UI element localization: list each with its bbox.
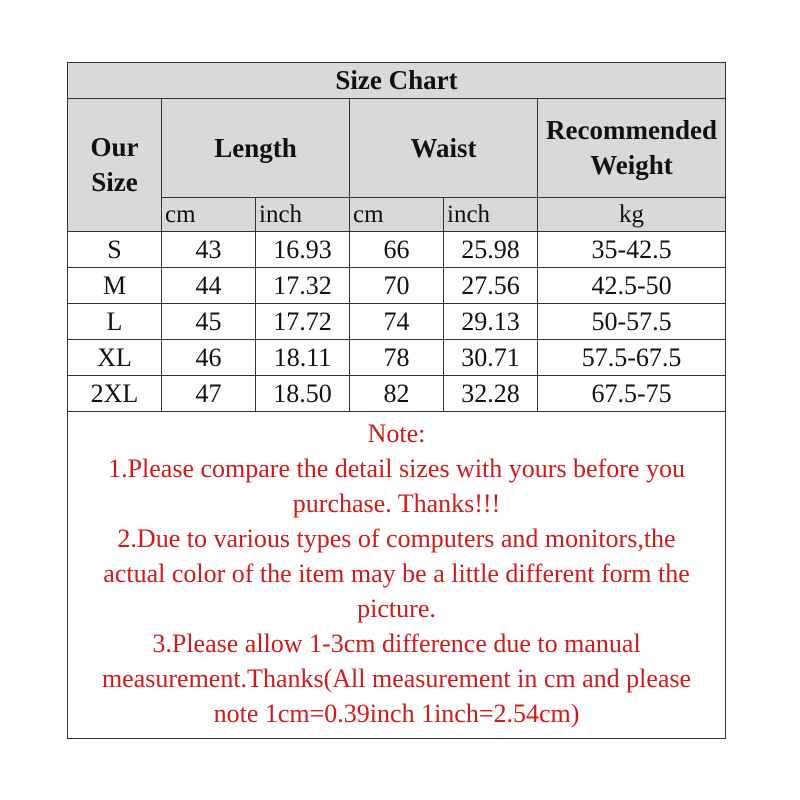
unit-length-inch: inch xyxy=(256,198,350,232)
length-cm-cell: 46 xyxy=(162,340,256,376)
note-line: actual color of the item may be a little different form the xyxy=(103,559,690,588)
note-line: 3.Please allow 1-3cm difference due to manual xyxy=(152,629,641,658)
unit-length-cm: cm xyxy=(162,198,256,232)
weight-cell: 50-57.5 xyxy=(538,304,726,340)
waist-inch-cell: 25.98 xyxy=(444,232,538,268)
size-cell: S xyxy=(68,232,162,268)
note-line: picture. xyxy=(357,594,436,623)
header-weight-line1: Recommended xyxy=(546,115,717,145)
header-our-size-line2: Size xyxy=(91,167,138,197)
length-inch-cell: 17.72 xyxy=(256,304,350,340)
weight-cell: 57.5-67.5 xyxy=(538,340,726,376)
waist-inch-cell: 27.56 xyxy=(444,268,538,304)
note-line: note 1cm=0.39inch 1inch=2.54cm) xyxy=(213,699,580,728)
table-row xyxy=(68,232,726,268)
note-heading: Note: xyxy=(367,419,426,448)
header-waist: Waist xyxy=(350,99,538,198)
waist-cm-cell: 66 xyxy=(350,232,444,268)
waist-inch-cell: 30.71 xyxy=(444,340,538,376)
header-weight-line2: Weight xyxy=(590,150,673,180)
notes-row xyxy=(68,412,726,739)
waist-cm-cell: 82 xyxy=(350,376,444,412)
size-cell: M xyxy=(68,268,162,304)
size-cell: 2XL xyxy=(68,376,162,412)
weight-cell: 67.5-75 xyxy=(538,376,726,412)
unit-waist-cm: cm xyxy=(350,198,444,232)
table-row xyxy=(68,268,726,304)
header-row xyxy=(68,99,726,198)
note-line: 2.Due to various types of computers and monitors,the xyxy=(117,524,676,553)
notes-block xyxy=(68,412,726,739)
waist-cm-cell: 70 xyxy=(350,268,444,304)
unit-waist-inch: inch xyxy=(444,198,538,232)
weight-cell: 42.5-50 xyxy=(538,268,726,304)
waist-inch-cell: 32.28 xyxy=(444,376,538,412)
note-line: purchase. Thanks!!! xyxy=(292,489,501,518)
length-cm-cell: 44 xyxy=(162,268,256,304)
chart-title: Size Chart xyxy=(68,63,726,99)
length-inch-cell: 17.32 xyxy=(256,268,350,304)
waist-cm-cell: 78 xyxy=(350,340,444,376)
unit-weight-kg: kg xyxy=(538,198,726,232)
weight-cell: 35-42.5 xyxy=(538,232,726,268)
length-inch-cell: 18.11 xyxy=(256,340,350,376)
length-inch-cell: 18.50 xyxy=(256,376,350,412)
length-cm-cell: 43 xyxy=(162,232,256,268)
length-inch-cell: 16.93 xyxy=(256,232,350,268)
header-recommended-weight xyxy=(538,99,726,198)
table-row xyxy=(68,376,726,412)
header-length: Length xyxy=(162,99,350,198)
table-row xyxy=(68,340,726,376)
waist-inch-cell: 29.13 xyxy=(444,304,538,340)
waist-cm-cell: 74 xyxy=(350,304,444,340)
table-row xyxy=(68,304,726,340)
size-chart-table xyxy=(67,62,726,739)
title-row xyxy=(68,63,726,99)
note-line: 1.Please compare the detail sizes with yours before you xyxy=(108,454,685,483)
length-cm-cell: 47 xyxy=(162,376,256,412)
size-cell: L xyxy=(68,304,162,340)
header-our-size xyxy=(68,99,162,232)
size-cell: XL xyxy=(68,340,162,376)
header-our-size-line1: Our xyxy=(90,132,139,162)
length-cm-cell: 45 xyxy=(162,304,256,340)
note-line: measurement.Thanks(All measurement in cm and please xyxy=(101,664,692,693)
unit-row xyxy=(68,198,726,232)
